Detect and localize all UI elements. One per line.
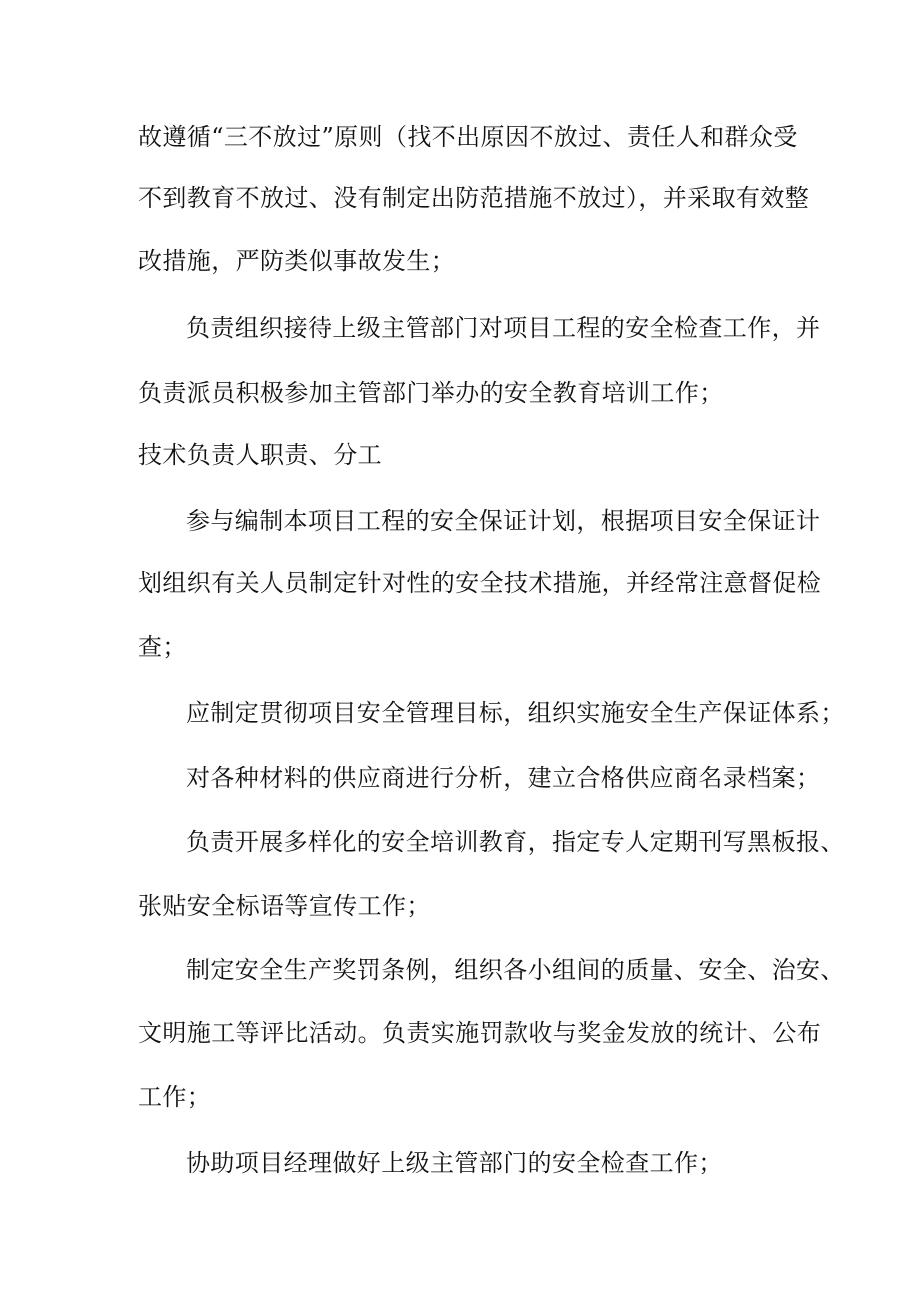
text-line: 工作； — [138, 1083, 212, 1111]
text-line: 改措施，严防类似事故发生； — [138, 247, 456, 275]
text-line: 制定安全生产奖罚条例，组织各小组间的质量、安全、治安、 — [186, 956, 845, 984]
text-line: 负责派员积极参加主管部门举办的安全教育培训工作； — [138, 379, 724, 407]
text-line: 文明施工等评比活动。负责实施罚款收与奖金发放的统计、公布 — [138, 1019, 822, 1047]
text-line: 查； — [138, 633, 187, 661]
text-line: 负责组织接待上级主管部门对项目工程的安全检查工作，并 — [186, 314, 821, 342]
text-line: 故遵循“三不放过”原则（找不出原因不放过、责任人和群众受 — [138, 123, 798, 151]
text-line: 划组织有关人员制定针对性的安全技术措施，并经常注意督促检 — [138, 569, 822, 597]
text-line: 参与编制本项目工程的安全保证计划，根据项目安全保证计 — [186, 507, 821, 535]
text-line: 应制定贯彻项目安全管理目标，组织实施安全生产保证体系； — [186, 699, 845, 727]
text-line: 负责开展多样化的安全培训教育，指定专人定期刊写黑板报、 — [186, 828, 845, 856]
section-heading: 技术负责人职责、分工 — [138, 441, 382, 469]
text-line: 对各种材料的供应商进行分析，建立合格供应商名录档案； — [186, 764, 821, 792]
text-line: 协助项目经理做好上级主管部门的安全检查工作； — [186, 1149, 723, 1177]
text-line: 不到教育不放过、没有制定出防范措施不放过），并采取有效整 — [138, 184, 810, 212]
text-line: 张贴安全标语等宣传工作； — [138, 892, 431, 920]
